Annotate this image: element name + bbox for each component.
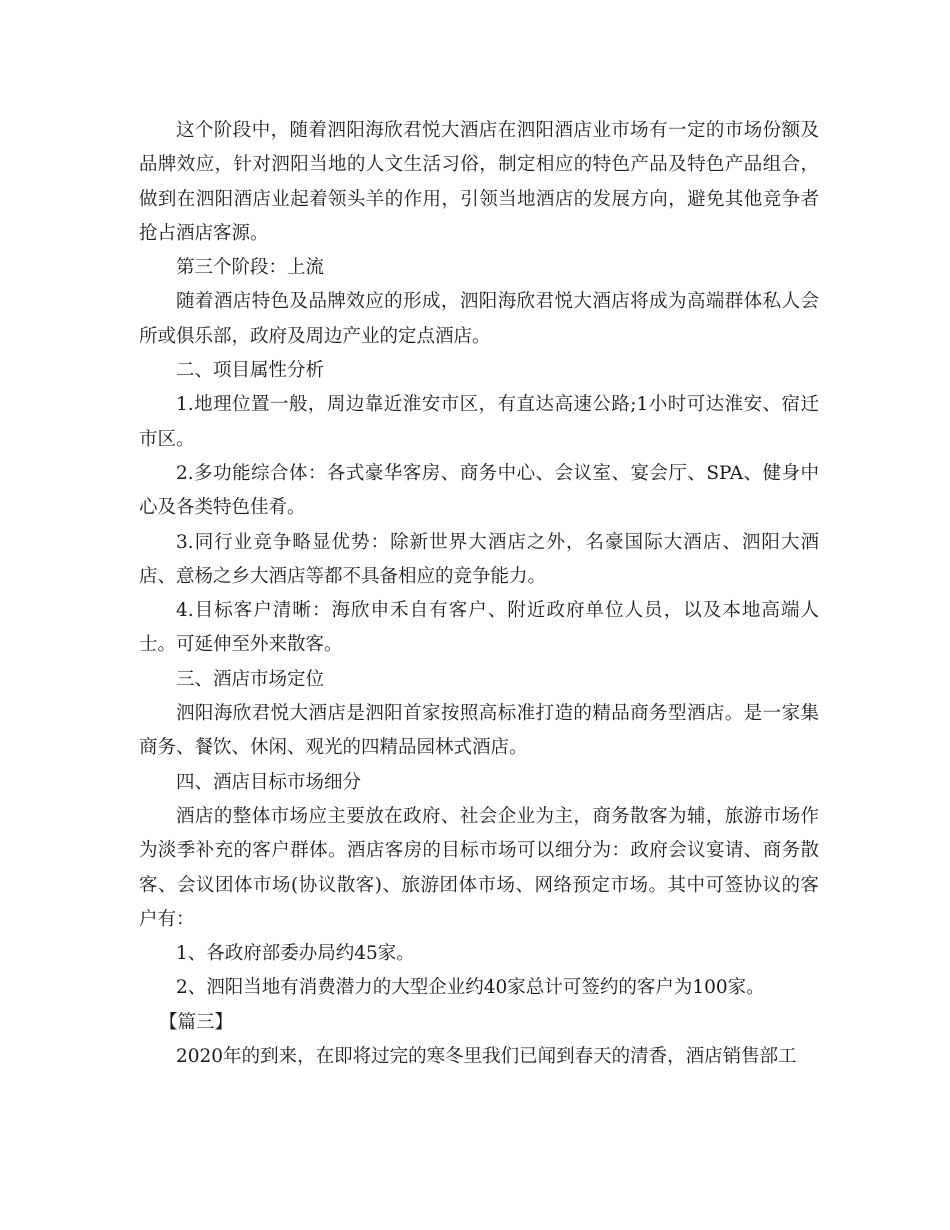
list-item-government-clients: 1、各政府部委办局约45家。 xyxy=(176,943,415,965)
section-heading-market-segmentation: 四、酒店目标市场细分 xyxy=(176,771,362,793)
document-page xyxy=(139,114,819,1074)
paragraph-stage-two-description: 这个阶段中，随着泗阳海欣君悦大酒店在泗阳酒店业市场有一定的市场份额及品牌效应，针对泗阳当地的人文生活习俗，制定相应的特色产品及特色产品组合，做到在泗阳酒店业起着领头羊的作用，引领当地酒店的发展方向，避免其他竞争者抢占酒店客源。 xyxy=(139,120,819,244)
paragraph-market-positioning: 泗阳海欣君悦大酒店是泗阳首家按照高标准打造的精品商务型酒店。是一家集商务、餐饮、休闲、观光的四精品园林式酒店。 xyxy=(139,703,819,759)
section-heading-market-positioning: 三、酒店市场定位 xyxy=(176,668,325,690)
paragraph-2020-intro: 2020年的到来，在即将过完的寒冬里我们已闻到春天的清香，酒店销售部工 xyxy=(176,1046,797,1068)
section-heading-project-attributes: 二、项目属性分析 xyxy=(176,360,325,382)
list-item-location: 1.地理位置一般，周边靠近淮安市区，有直达高速公路;1小时可达淮安、宿迁市区。 xyxy=(139,394,819,450)
chapter-heading-part-three: 【篇三】 xyxy=(159,1011,234,1033)
paragraph-stage-three-heading: 第三个阶段：上流 xyxy=(176,257,325,279)
paragraph-stage-three-description: 随着酒店特色及品牌效应的形成，泗阳海欣君悦大酒店将成为高端群体私人会所或俱乐部，政府及周边产业的定点酒店。 xyxy=(139,291,819,347)
list-item-enterprise-clients: 2、泗阳当地有消费潜力的大型企业约40家总计可签约的客户为100家。 xyxy=(176,977,765,999)
paragraph-market-segmentation: 酒店的整体市场应主要放在政府、社会企业为主，商务散客为辅，旅游市场作为淡季补充的客户群体。酒店客房的目标市场可以细分为：政府会议宴请、商务散客、会议团体市场(协议散客)、旅游团体市场、网络预定市场。其中可签协议的客户有： xyxy=(139,805,819,930)
list-item-multifunction: 2.多功能综合体：各式豪华客房、商务中心、会议室、宴会厅、SPA、健身中心及各类特色佳肴。 xyxy=(139,462,819,519)
list-item-competition: 3.同行业竞争略显优势：除新世界大酒店之外，名豪国际大酒店、泗阳大酒店、意杨之乡大酒店等都不具备相应的竞争能力。 xyxy=(139,531,819,587)
list-item-target-customers: 4.目标客户清晰：海欣申禾自有客户、附近政府单位人员，以及本地高端人士。可延伸至外来散客。 xyxy=(139,600,819,656)
